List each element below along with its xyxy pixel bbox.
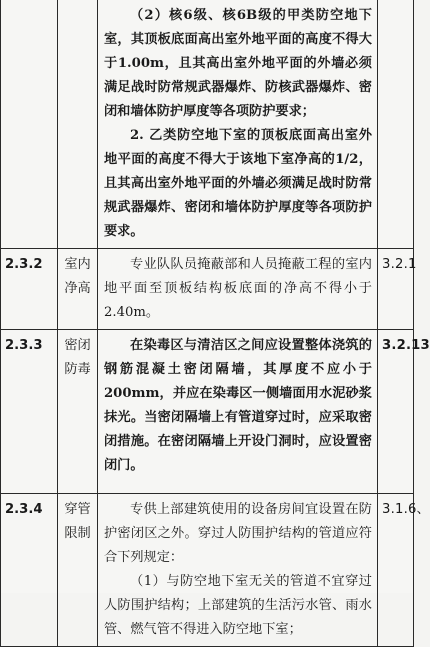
table-row xyxy=(1,0,414,249)
clause-name: 穿管限制 xyxy=(58,494,98,647)
reference-clause: 3.2.1 xyxy=(378,249,414,330)
table-row xyxy=(1,494,414,647)
reference-clause: 3.2.13 xyxy=(378,330,414,494)
table-row xyxy=(1,249,414,330)
clause-paragraph: 专业队队员掩蔽部和人员掩蔽工程的室内地平面至顶板结构板底面的净高不得小于2.40m。 xyxy=(104,257,372,320)
reference-clause: 3.1.6、 xyxy=(378,494,414,647)
clause-paragraph: （2）核6级、核6B级的甲类防空地下室，其顶板底面高出室外地平面的高度不得大于1.00m，且其高出室外地平面的外墙必须满足战时防常规武器爆炸、防核武器爆炸、密闭和墙体防护厚度等各项防护要求； xyxy=(104,8,372,119)
clause-number: 2.3.2 xyxy=(1,249,58,330)
clause-number: 2.3.3 xyxy=(1,330,58,494)
clause-text xyxy=(98,330,378,494)
clause-text xyxy=(98,0,378,249)
clause-text xyxy=(98,494,378,647)
reference-clause xyxy=(378,0,414,249)
clause-paragraph: 2. 乙类防空地下室的顶板底面高出室外地平面的高度不得大于该地下室净高的1/2，且其高出室外地平面的外墙必须满足战时防常规武器爆炸、密闭和墙体防护厚度等各项防护要求。 xyxy=(104,128,372,239)
table-row xyxy=(1,330,414,494)
clause-number: 2.3.4 xyxy=(1,494,58,647)
clause-number xyxy=(1,0,58,249)
clause-name: 室内净高 xyxy=(58,249,98,330)
clause-paragraph: 在染毒区与清洁区之间应设置整体浇筑的钢筋混凝土密闭隔墙，其厚度不应小于200mm，并应在染毒区一侧墙面用水泥砂浆抹光。当密闭隔墙上有管道穿过时，应采取密闭措施。在密闭隔墙上开设门洞时，应设置密闭门。 xyxy=(104,338,372,473)
clause-name xyxy=(58,0,98,249)
clause-text xyxy=(98,249,378,330)
clause-paragraph: 专供上部建筑使用的设备房间宜设置在防护密闭区之外。穿过人防围护结构的管道应符合下列规定： xyxy=(104,502,372,565)
clause-name: 密闭防毒 xyxy=(58,330,98,494)
clause-paragraph: （1）与防空地下室无关的管道不宜穿过人防围护结构；上部建筑的生活污水管、雨水管、燃气管不得进入防空地下室； xyxy=(104,574,372,637)
